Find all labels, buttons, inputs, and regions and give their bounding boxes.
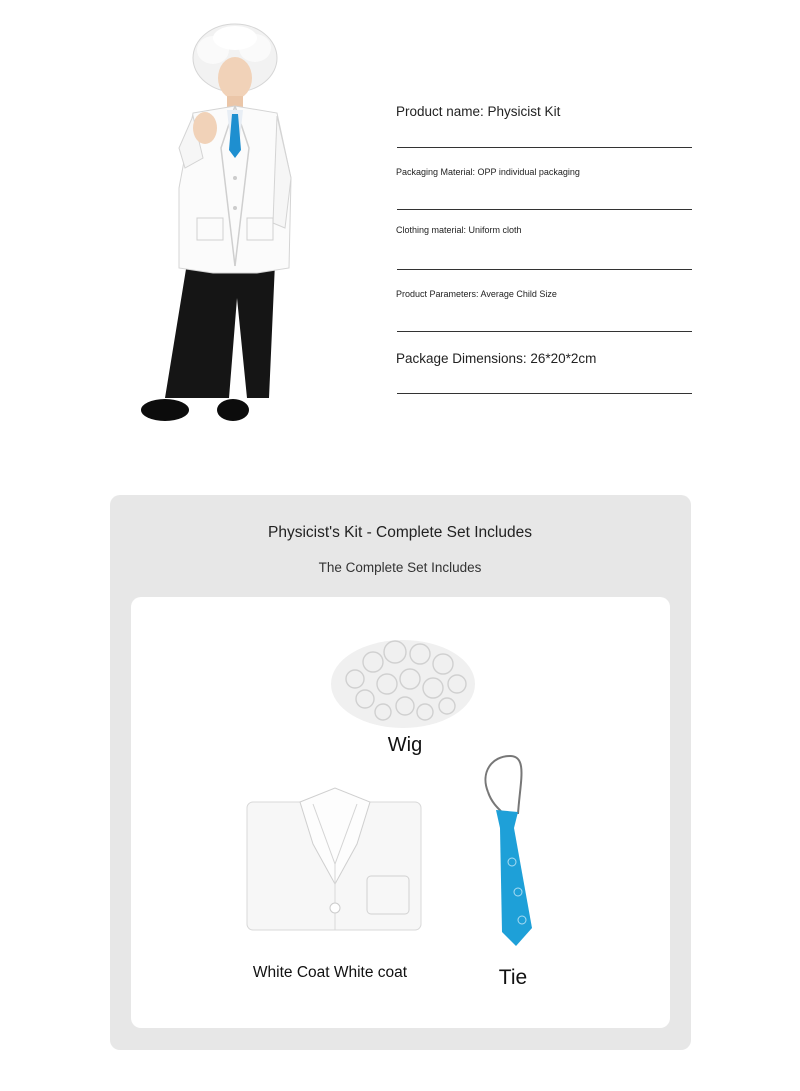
white-coat-photo [245,784,425,934]
spec-divider [397,393,692,394]
spec-product-name: Product name: Physicist Kit [396,104,561,119]
spec-packaging-material: Packaging Material: OPP individual packaging [396,167,580,177]
tie-label: Tie [498,966,528,989]
child-costume-photo [135,18,305,438]
spec-clothing-material: Clothing material: Uniform cloth [396,225,522,235]
wig-label: Wig [387,734,423,756]
panel-title: Physicist's Kit - Complete Set Includes [268,524,532,541]
spec-product-parameters: Product Parameters: Average Child Size [396,289,557,299]
spec-divider [397,209,692,210]
spec-divider [397,331,692,332]
tie-photo [478,752,550,950]
wig-photo [325,624,480,732]
spec-package-dimensions: Package Dimensions: 26*20*2cm [396,351,597,366]
spec-divider [397,147,692,148]
panel-subtitle: The Complete Set Includes [318,560,482,575]
spec-divider [397,269,692,270]
white-coat-label: White Coat White coat [252,964,408,981]
